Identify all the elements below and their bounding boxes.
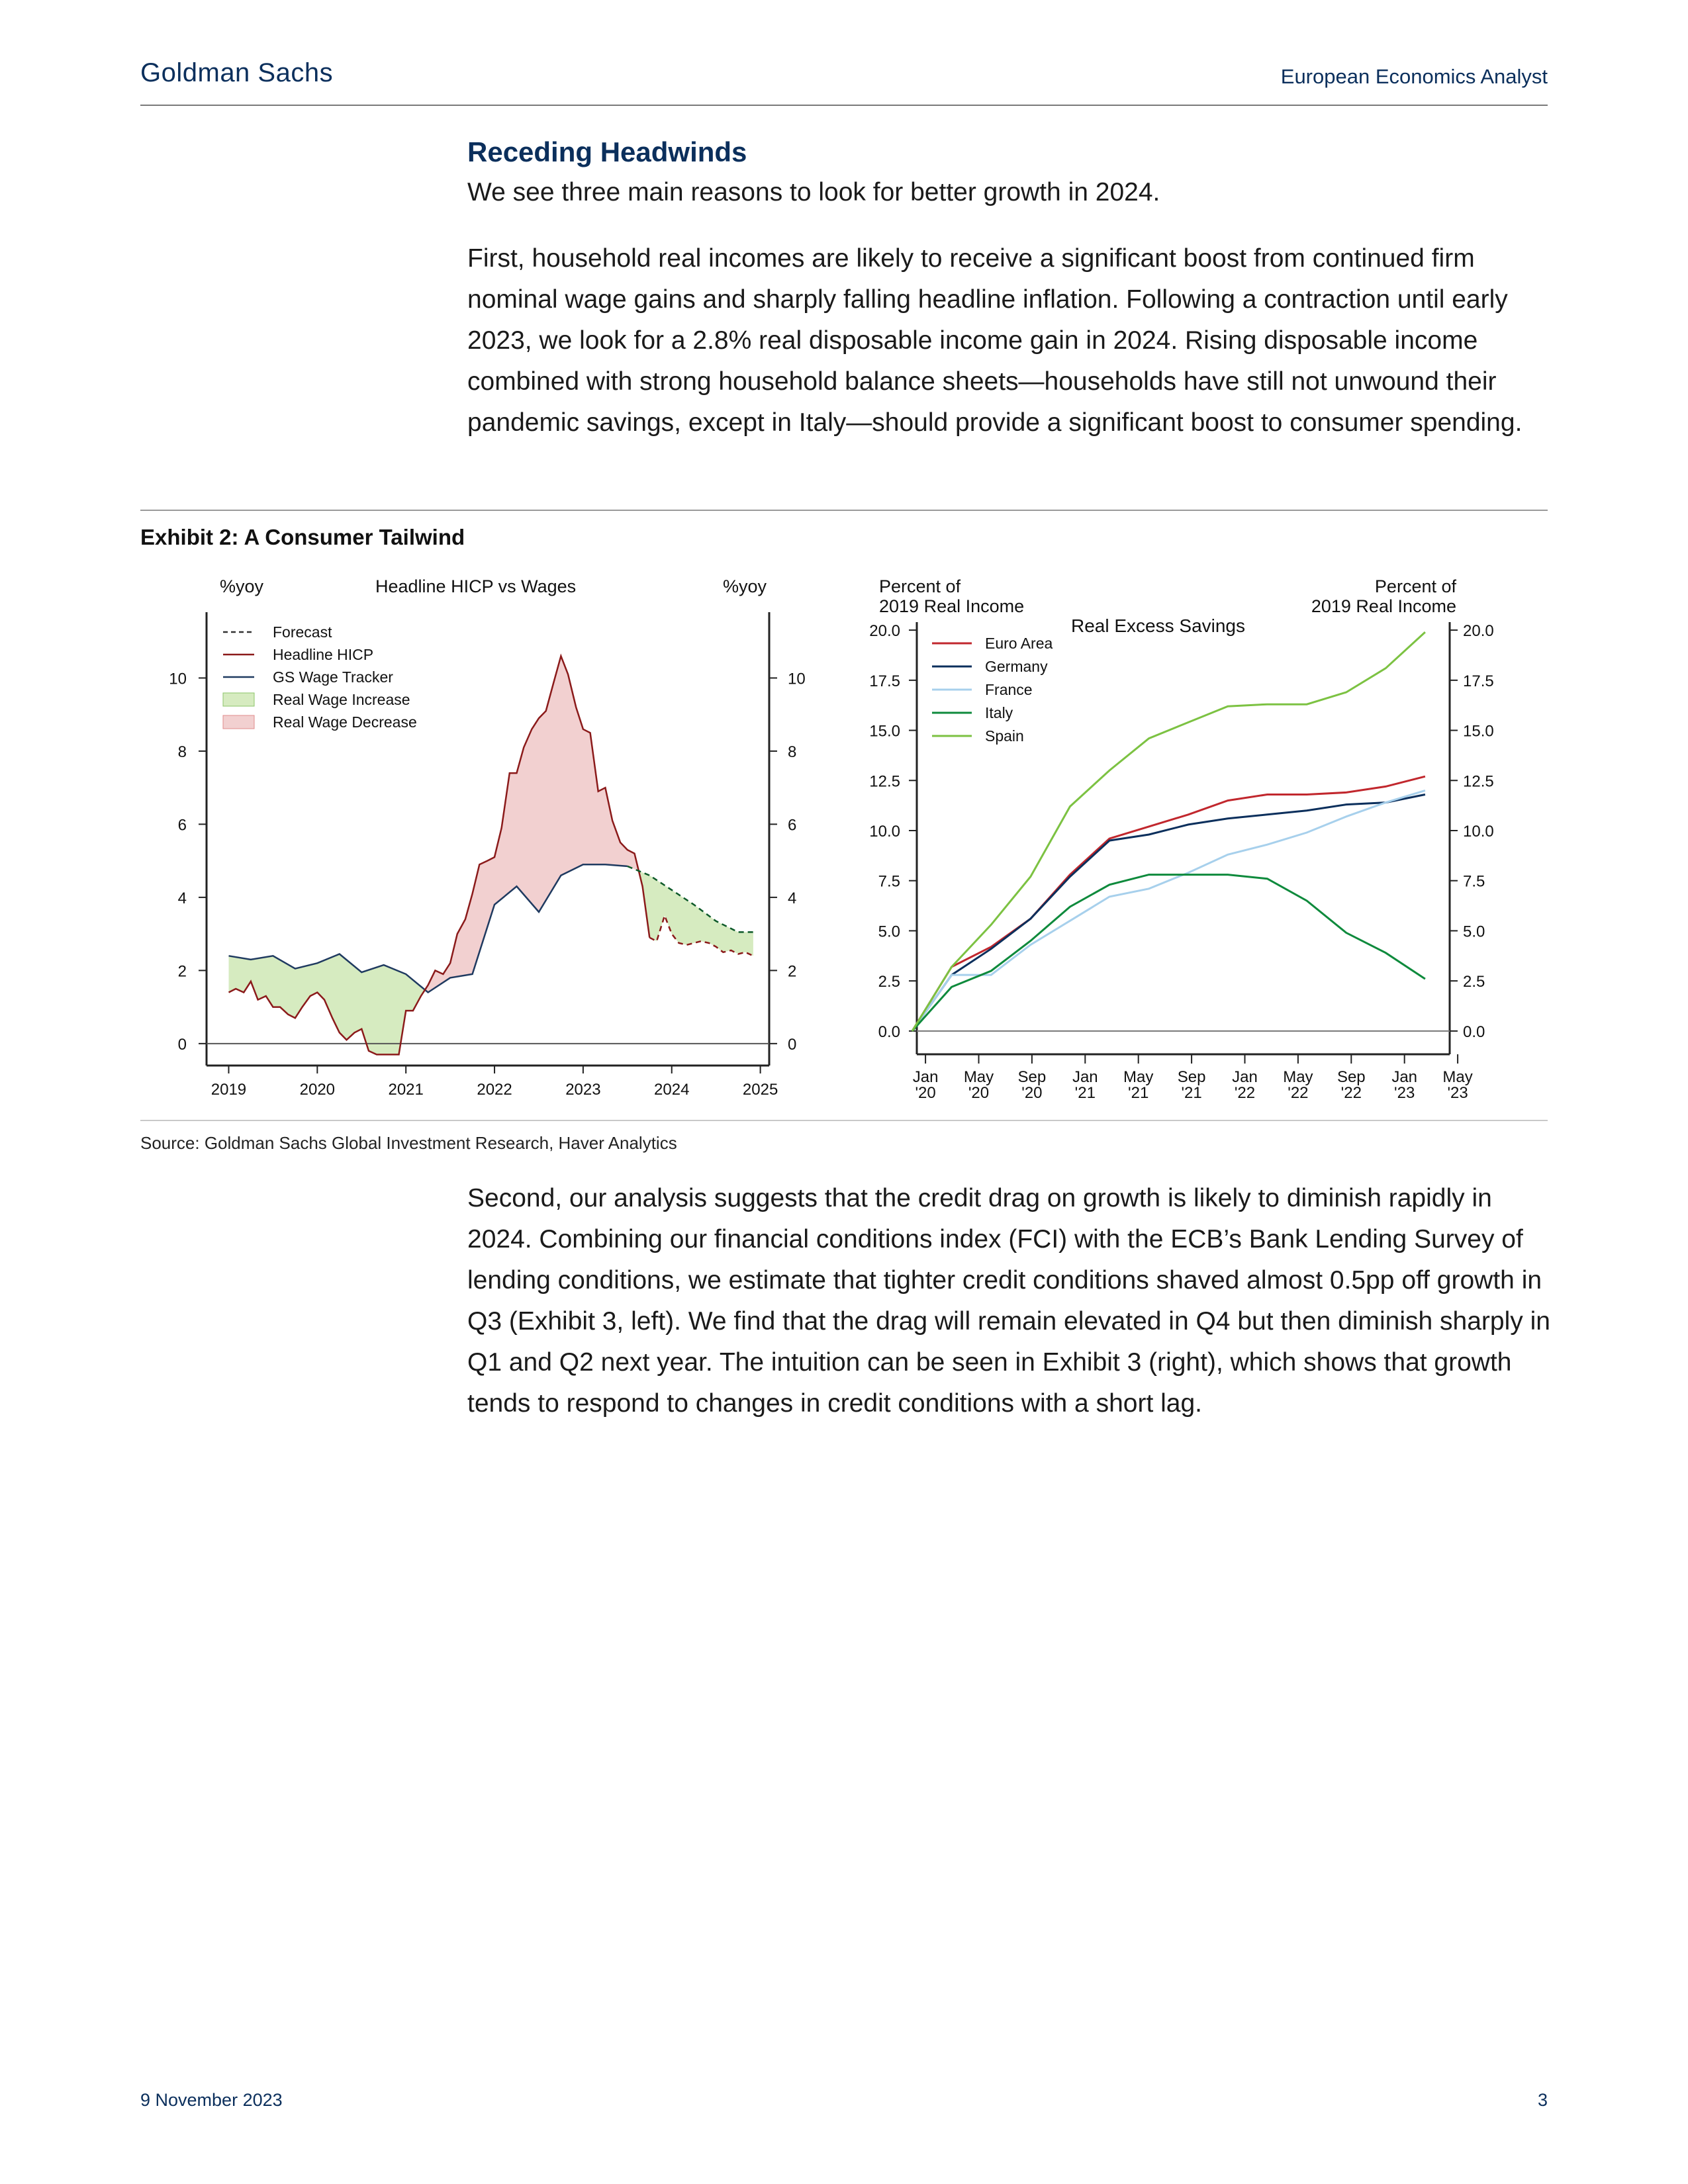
right-x-tick-month: Sep: [1017, 1068, 1047, 1086]
legend-fill-swatch: [223, 693, 254, 706]
right-y-label-right-line1: Percent of: [1374, 576, 1456, 596]
legend-fill-swatch: [223, 715, 254, 729]
right-x-tick-month: Jan: [912, 1068, 939, 1086]
right-x-tick-year: '23: [1447, 1084, 1468, 1102]
left-x-tick-label: 2022: [477, 1081, 512, 1099]
series-line-euro-area: [912, 776, 1425, 1031]
right-y-tick-label-right: 20.0: [1463, 622, 1494, 641]
legend-label: GS Wage Tracker: [273, 668, 393, 686]
right-x-tick-month: Sep: [1336, 1068, 1366, 1086]
right-y-label-right-line2: 2019 Real Income: [1311, 596, 1456, 616]
right-y-tick-label-right: 10.0: [1463, 822, 1494, 841]
legend-label: Real Wage Decrease: [273, 713, 417, 731]
left-x-tick-label: 2025: [742, 1081, 778, 1099]
right-y-tick-label: 17.5: [869, 672, 900, 690]
series-line-italy: [912, 875, 1425, 1031]
right-y-label-line2: 2019 Real Income: [879, 596, 1025, 616]
right-x-tick-month: May: [963, 1068, 994, 1086]
left-y-tick-label: 0: [177, 1035, 187, 1054]
right-x-tick-year: '20: [915, 1084, 936, 1102]
paragraph-second-reason: Second, our analysis suggests that the credit drag on growth is likely to diminish rapidly in 2024. Combining our financial conditions index (FCI) with the ECB’s Bank Lending Survey of lending conditions, we estimate that tighter credit conditions shaved almost 0.5pp off growth in Q3 (Exhibit 3, left). We find that the drag will remain elevated in Q4 but then diminish sharply in Q1 and Q2 next year. The intuition can be seen in Exhibit 3 (right), which shows that growth tends to respond to changes in credit conditions with a short lag.: [467, 1184, 1550, 1418]
right-y-tick-label-right: 15.0: [1463, 722, 1494, 741]
right-x-tick-year: '22: [1288, 1084, 1309, 1102]
right-x-tick-year: '22: [1234, 1084, 1256, 1102]
paragraph-intro: We see three main reasons to look for better growth in 2024.: [467, 178, 1160, 206]
legend-label: Spain: [985, 727, 1024, 745]
right-y-tick-label: 20.0: [869, 622, 900, 641]
legend-label: Euro Area: [985, 635, 1053, 652]
right-x-tick-year: '20: [968, 1084, 990, 1102]
left-y-tick-label: 4: [177, 889, 187, 907]
right-y-tick-label-right: 12.5: [1463, 772, 1494, 791]
real-excess-savings-chart: [821, 566, 1549, 1109]
left-y-tick-label-right: 0: [788, 1035, 797, 1054]
footer-date: 9 November 2023: [140, 2090, 283, 2110]
brand-name: Goldman Sachs: [140, 58, 334, 87]
right-y-tick-label-right: 7.5: [1463, 872, 1485, 891]
right-x-tick-year: '23: [1394, 1084, 1415, 1102]
right-y-label-line1: Percent of: [879, 576, 961, 596]
right-y-tick-label: 5.0: [878, 923, 900, 941]
right-chart-title: Real Excess Savings: [1071, 615, 1246, 636]
left-y-tick-label: 6: [177, 816, 187, 835]
left-y-tick-label-right: 2: [788, 962, 797, 981]
left-y-tick-label-right: 4: [788, 889, 797, 907]
left-y-label-right: %yoy: [723, 576, 767, 596]
right-y-tick-label-right: 5.0: [1463, 923, 1485, 941]
left-y-tick-label: 10: [169, 670, 187, 688]
right-y-tick-label: 0.0: [878, 1023, 900, 1041]
right-y-tick-label-right: 17.5: [1463, 672, 1494, 690]
exhibit-title: Exhibit 2: A Consumer Tailwind: [140, 525, 465, 549]
left-y-tick-label: 2: [177, 962, 187, 981]
real-wage-decrease-area: [426, 656, 638, 992]
left-y-tick-label: 8: [177, 743, 187, 761]
header-divider: [140, 105, 1548, 106]
legend-label: Forecast: [273, 623, 332, 641]
left-y-tick-label-right: 6: [788, 816, 797, 835]
right-chart-axes: [869, 622, 1493, 1102]
left-y-label: %yoy: [220, 576, 264, 596]
right-y-tick-label: 2.5: [878, 973, 900, 991]
right-x-tick-month: May: [1283, 1068, 1313, 1086]
right-y-tick-label-right: 2.5: [1463, 973, 1485, 991]
left-x-tick-label: 2020: [299, 1081, 336, 1099]
hicp-vs-wages-chart: [140, 566, 806, 1109]
legend-label: Italy: [985, 704, 1013, 721]
left-x-tick-label: 2019: [211, 1081, 247, 1099]
right-x-tick-month: Jan: [1072, 1068, 1098, 1086]
right-x-tick-year: '22: [1340, 1084, 1362, 1102]
right-x-tick-month: Sep: [1177, 1068, 1206, 1086]
right-x-tick-year: '21: [1181, 1084, 1202, 1102]
left-x-tick-label: 2021: [388, 1081, 424, 1099]
exhibit-bottom-rule: [140, 1120, 1548, 1121]
legend-label: France: [985, 681, 1033, 698]
paragraph-first-reason: First, household real incomes are likely to receive a significant boost from continued firm nominal wage gains and sharply falling headline inflation. Following a contraction until early 2023, we look for a 2.8% real disposable income gain in 2024. Rising disposable income combined with strong household balance sheets—households have still not unwound their pandemic savings, except in Italy—should provide a significant boost to consumer spending.: [467, 244, 1523, 437]
legend-label: Germany: [985, 658, 1048, 675]
left-y-tick-label-right: 10: [788, 670, 806, 688]
right-x-tick-month: Jan: [1391, 1068, 1418, 1086]
left-chart-title: Headline HICP vs Wages: [375, 576, 577, 596]
series-line-france: [912, 790, 1425, 1031]
right-x-tick-month: May: [1123, 1068, 1154, 1086]
left-y-tick-label-right: 8: [788, 743, 797, 761]
right-chart-legend: [932, 635, 1053, 745]
right-y-label-left: [879, 576, 1024, 616]
exhibit-top-rule: [140, 510, 1548, 511]
publication-name: European Economics Analyst: [1280, 65, 1548, 88]
left-chart-legend: [223, 623, 417, 731]
right-x-tick-month: Jan: [1232, 1068, 1258, 1086]
right-x-tick-year: '21: [1128, 1084, 1149, 1102]
legend-label: Real Wage Increase: [273, 691, 410, 708]
right-x-tick-year: '20: [1021, 1084, 1043, 1102]
exhibit-source: Source: Goldman Sachs Global Investment Research, Haver Analytics: [140, 1133, 677, 1153]
right-y-tick-label: 7.5: [878, 872, 900, 891]
right-y-tick-label-right: 0.0: [1463, 1023, 1485, 1041]
left-chart-axes: [169, 612, 805, 1099]
right-y-tick-label: 15.0: [869, 722, 900, 741]
left-x-tick-label: 2024: [654, 1081, 690, 1099]
series-line-germany: [912, 795, 1425, 1031]
right-y-tick-label: 10.0: [869, 822, 900, 841]
footer-page-number: 3: [1537, 2090, 1548, 2110]
section-title: Receding Headwinds: [467, 136, 747, 167]
right-x-tick-month: May: [1442, 1068, 1473, 1086]
right-x-tick-year: '21: [1074, 1084, 1096, 1102]
legend-label: Headline HICP: [273, 646, 374, 663]
right-y-tick-label: 12.5: [869, 772, 900, 791]
right-y-label-right: [1311, 576, 1457, 616]
left-x-tick-label: 2023: [565, 1081, 601, 1099]
